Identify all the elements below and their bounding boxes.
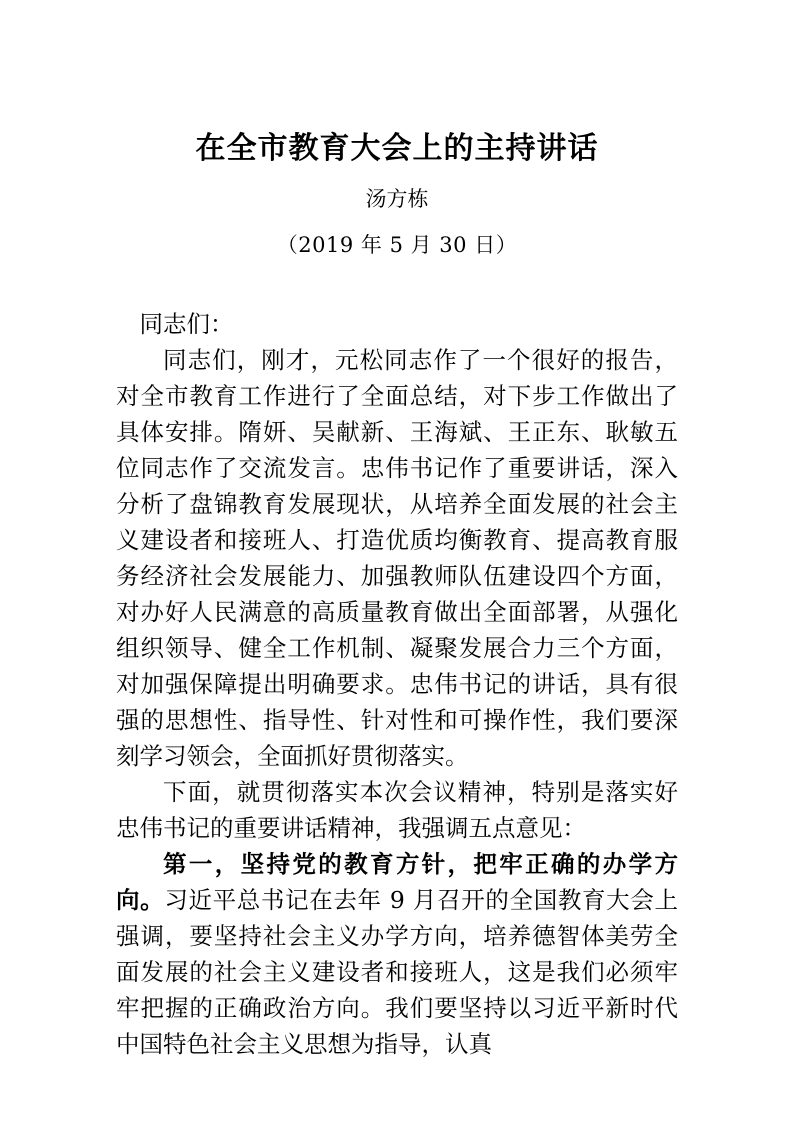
- paragraph-opening: 同志们，刚才，元松同志作了一个很好的报告，对全市教育工作进行了全面总结，对下步工作做出了具体安排。隋妍、吴献新、王海斌、王正东、耿敏五位同志作了交流发言。忠伟书记作了重要讲话，深入分析了盘锦教育发展现状，从培养全面发展的社会主义建设者和接班人、打造优质均衡教育、提高教育服务经济社会发展能力、加强教师队伍建设四个方面，对办好人民满意的高质量教育做出全面部署，从强化组织领导、健全工作机制、凝聚发展合力三个方面，对加强保障提出明确要求。忠伟书记的讲话，具有很强的思想性、指导性、针对性和可操作性，我们要深刻学习领会，全面抓好贯彻落实。: [116, 346, 678, 770]
- document-author: 汤方栋: [365, 187, 429, 211]
- section-first: [116, 846, 678, 1062]
- section-first-text: 习近平总书记在去年 9 月召开的全国教育大会上强调，要坚持社会主义办学方向，培养德智体美劳全面发展的社会主义建设者和接班人，这是我们必须牢牢把握的正确政治方向。我们要坚持以习近平新时代中国特色社会主义思想为指导，认真: [116, 886, 678, 1058]
- salutation: 同志们：: [139, 310, 234, 338]
- page-title: 在全市教育大会上的主持讲话: [195, 131, 599, 166]
- document-body: [116, 260, 678, 1062]
- paragraph-transition: 下面，就贯彻落实本次会议精神，特别是落实好忠伟书记的重要讲话精神，我强调五点意见：: [116, 778, 678, 842]
- section-first-heading: 第一，坚持党的教育方针，把牢正确的办学方向。: [116, 850, 678, 914]
- document-date: （2019 年 5 月 30 日）: [276, 233, 518, 257]
- page-content: [116, 0, 678, 1062]
